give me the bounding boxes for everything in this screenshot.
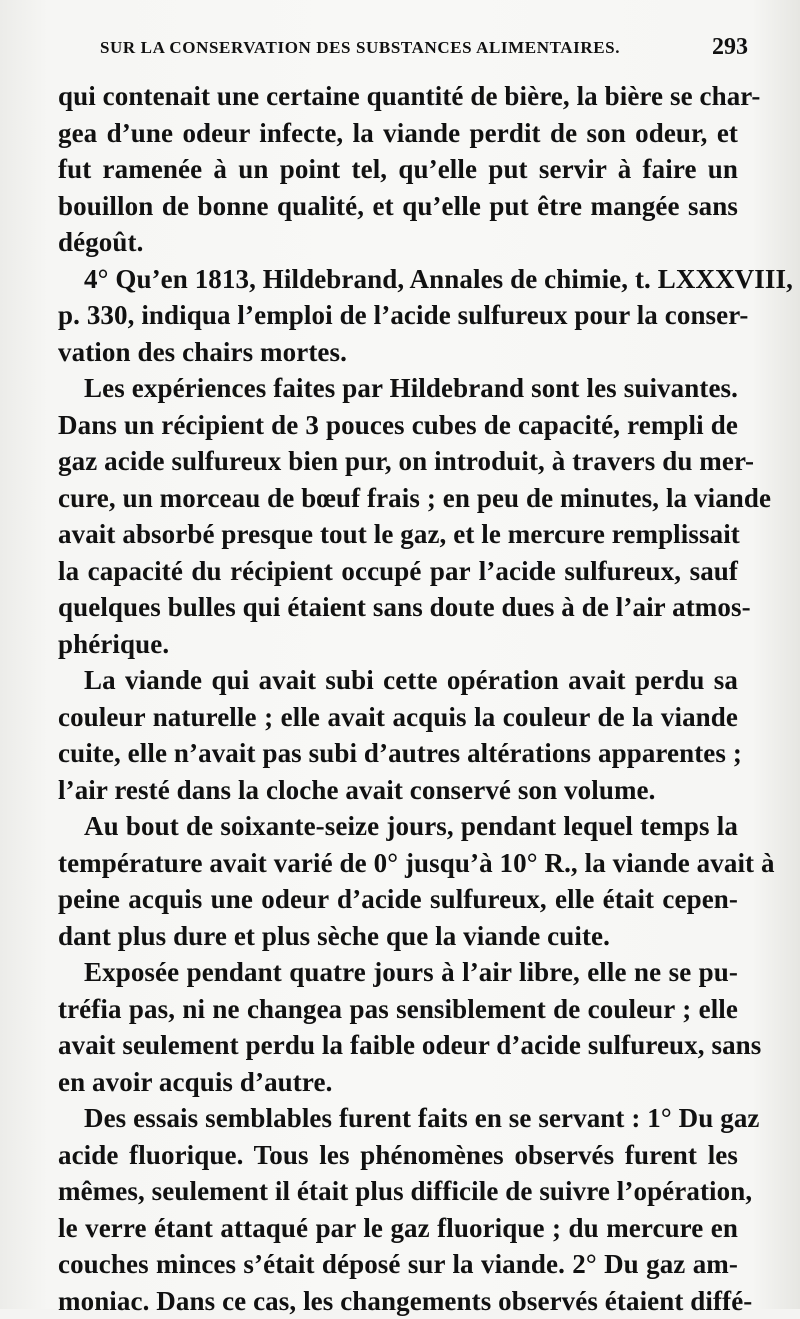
text-line: en avoir acquis d’autre. [58, 1064, 738, 1101]
text-line: La viande qui avait subi cette opération avait perdu sa [58, 662, 738, 699]
body-text [58, 78, 738, 1319]
text-line: température avait varié de 0° jusqu’à 10° R., la viande avait à [58, 845, 738, 882]
text-line: mêmes, seulement il était plus difficile de suivre l’opération, [58, 1173, 738, 1210]
text-line: fut ramenée à un point tel, qu’elle put servir à faire un [58, 151, 738, 188]
text-line: la capacité du récipient occupé par l’acide sulfureux, sauf [58, 553, 738, 590]
text-line: 4° Qu’en 1813, Hildebrand, Annales de chimie, t. LXXXVIII, [58, 261, 738, 298]
text-line: dant plus dure et plus sèche que la viande cuite. [58, 918, 738, 955]
text-line: phérique. [58, 626, 738, 663]
text-line: tréfia pas, ni ne changea pas sensiblement de couleur ; elle [58, 991, 738, 1028]
text-line: p. 330, indiqua l’emploi de l’acide sulfureux pour la conser- [58, 297, 738, 334]
text-line: Les expériences faites par Hildebrand sont les suivantes. [58, 370, 738, 407]
text-line: gea d’une odeur infecte, la viande perdit de son odeur, et [58, 115, 738, 152]
text-line: avait absorbé presque tout le gaz, et le mercure remplissait [58, 516, 738, 553]
text-line: Exposée pendant quatre jours à l’air libre, elle ne se pu- [58, 954, 738, 991]
text-line: bouillon de bonne qualité, et qu’elle put être mangée sans [58, 188, 738, 225]
text-line: acide fluorique. Tous les phénomènes observés furent les [58, 1137, 738, 1174]
text-line: peine acquis une odeur d’acide sulfureux, elle était cepen- [58, 881, 738, 918]
text-line: l’air resté dans la cloche avait conservé son volume. [58, 772, 738, 809]
text-line: Au bout de soixante-seize jours, pendant lequel temps la [58, 808, 738, 845]
text-line: Dans un récipient de 3 pouces cubes de capacité, rempli de [58, 407, 738, 444]
text-line: cure, un morceau de bœuf frais ; en peu de minutes, la viande [58, 480, 738, 517]
page-number: 293 [712, 34, 748, 61]
page-header [100, 34, 748, 70]
text-line: Des essais semblables furent faits en se servant : 1° Du gaz [58, 1100, 738, 1137]
text-line: moniac. Dans ce cas, les changements observés étaient diffé- [58, 1283, 738, 1319]
text-line: cuite, elle n’avait pas subi d’autres altérations apparentes ; [58, 735, 738, 772]
text-line: quelques bulles qui étaient sans doute dues à de l’air atmos- [58, 589, 738, 626]
text-line: vation des chairs mortes. [58, 334, 738, 371]
text-line: gaz acide sulfureux bien pur, on introduit, à travers du mer- [58, 443, 738, 480]
text-line: le verre étant attaqué par le gaz fluorique ; du mercure en [58, 1210, 738, 1247]
text-line: qui contenait une certaine quantité de bière, la bière se char- [58, 78, 738, 115]
text-line: dégoût. [58, 224, 738, 261]
text-line: couches minces s’était déposé sur la viande. 2° Du gaz am- [58, 1246, 738, 1283]
text-line: couleur naturelle ; elle avait acquis la couleur de la viande [58, 699, 738, 736]
text-line: avait seulement perdu la faible odeur d’acide sulfureux, sans [58, 1027, 738, 1064]
running-title: SUR LA CONSERVATION DES SUBSTANCES ALIMENTAIRES. [100, 38, 620, 58]
